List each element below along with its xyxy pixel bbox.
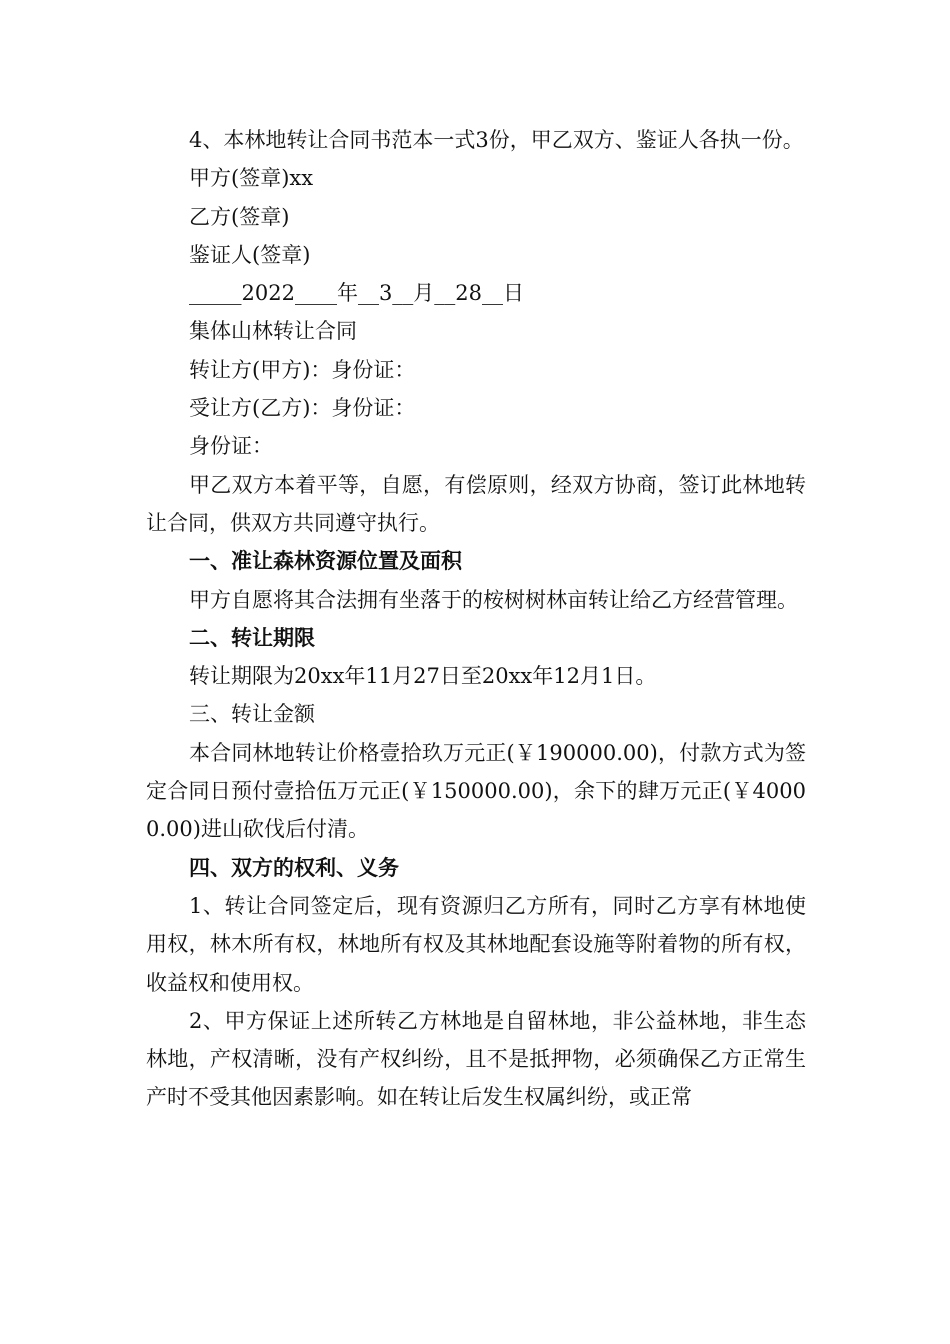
section-2-body: 转让期限为20xx年11月27日至20xx年12月1日。 [189, 664, 657, 689]
section-3-heading: 三、转让金额 [189, 702, 315, 727]
transferor-line: 转让方(甲方)：身份证： [189, 357, 416, 382]
section-1-heading: 一、准让森林资源位置及面积 [189, 548, 462, 574]
witness-signature-line: 鉴证人(签章) [189, 242, 311, 267]
section-1-body: 甲方自愿将其合法拥有坐落于的桉树树林亩转让给乙方经营管理。 [189, 587, 798, 612]
transferee-line: 受让方(乙方)：身份证： [189, 396, 416, 421]
signing-date-line: _____2022____年__3__月__28__日 [189, 281, 525, 306]
section-2-heading: 二、转让期限 [189, 624, 315, 650]
section-4-heading: 四、双方的权利、义务 [189, 854, 399, 880]
id-card-line: 身份证： [189, 434, 273, 459]
clause-4-copies: 4、本林地转让合同书范本一式3份，甲乙双方、鉴证人各执一份。 [189, 128, 804, 152]
section-4-item-2: 2、甲方保证上述所转乙方林地是自留林地，非公益林地，非生态林地，产权清晰，没有产权纠纷，且不是抵押物，必须确保乙方正常生产时不受其他因素影响。如在转让后发生权属纠纷，或正常 [146, 1008, 806, 1110]
document-body [146, 121, 806, 1117]
party-b-signature-line: 乙方(签章) [189, 204, 290, 229]
preamble-paragraph: 甲乙双方本着平等，自愿，有偿原则，经双方协商，签订此林地转让合同，供双方共同遵守执行。 [146, 472, 806, 535]
contract-title: 集体山林转让合同 [189, 319, 357, 344]
section-3-body: 本合同林地转让价格壹拾玖万元正(￥190000.00)，付款方式为签定合同日预付壹拾伍万元正(￥150000.00)，余下的肆万元正(￥40000.00)进山砍伐后付清。 [146, 740, 806, 842]
section-4-item-1: 1、转让合同签定后，现有资源归乙方所有，同时乙方享有林地使用权，林木所有权，林地所有权及其林地配套设施等附着物的所有权，收益权和使用权。 [146, 893, 806, 995]
party-a-signature-line: 甲方(签章)xx [189, 166, 314, 191]
